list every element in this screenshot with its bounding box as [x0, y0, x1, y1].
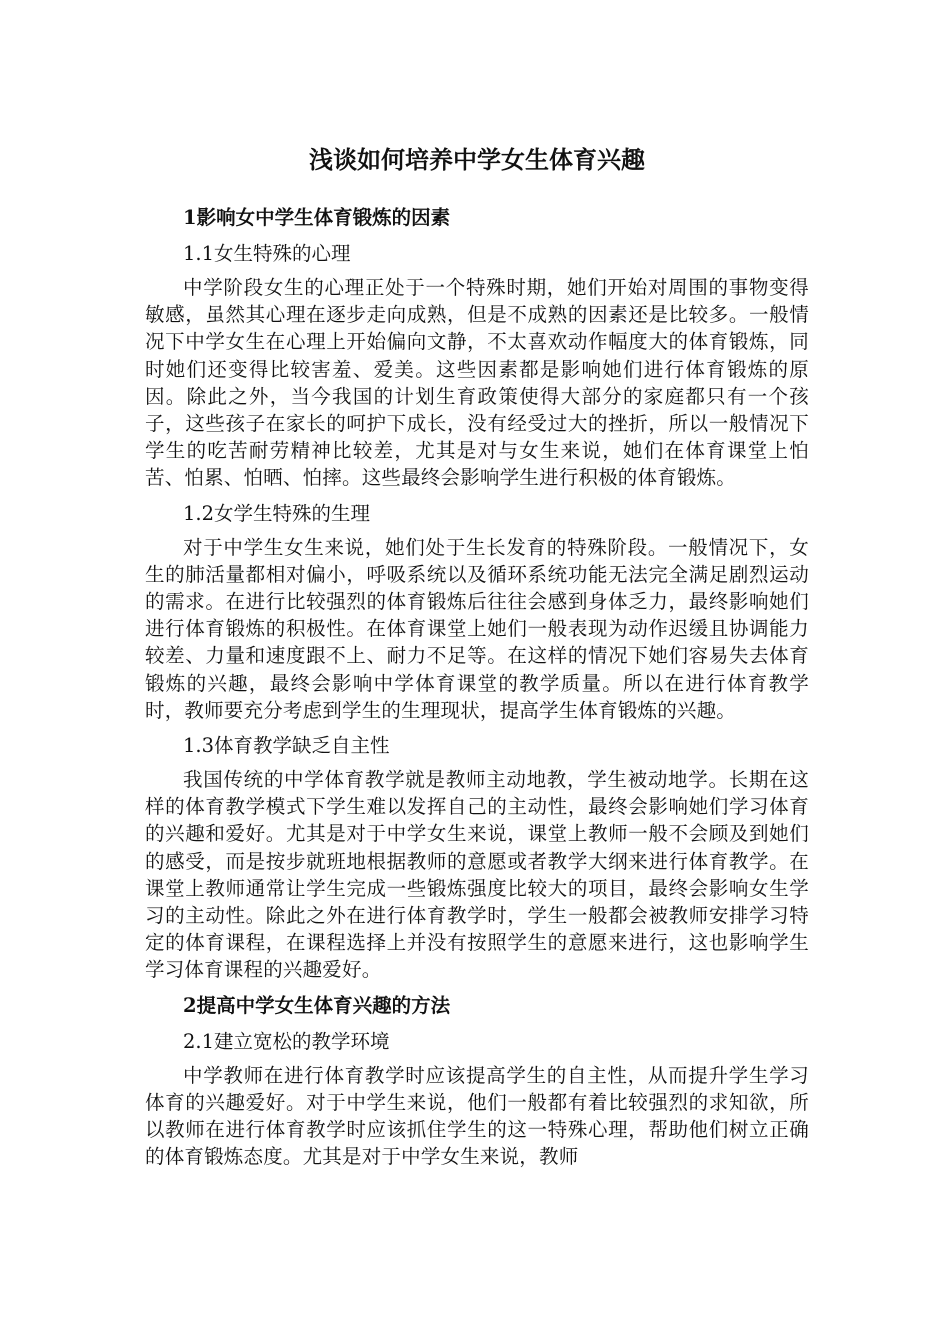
body-paragraph: 中学教师在进行体育教学时应该提高学生的自主性，从而提升学生学习体育的兴趣爱好。对于中学生来说，他们一般都有着比较强烈的求知欲，所以教师在进行体育教学时应该抓住学生的这一特殊心理，帮助他们树立正确的体育锻炼态度。尤其是对于中学女生来说，教师 — [145, 1063, 809, 1169]
section-heading: 2提高中学女生体育兴趣的方法 — [183, 993, 451, 1017]
document-title: 浅谈如何培养中学女生体育兴趣 — [309, 145, 645, 174]
document-page — [145, 140, 809, 1176]
body-paragraph: 对于中学生女生来说，她们处于生长发育的特殊阶段。一般情况下，女生的肺活量都相对偏小，呼吸系统以及循环系统功能无法完全满足剧烈运动的需求。在进行比较强烈的体育锻炼后往往会感到身体乏力，最终影响她们进行体育锻炼的积极性。在体育课堂上她们一般表现为动作迟缓且协调能力较差、力量和速度跟不上、耐力不足等。在这样的情况下她们容易失去体育锻炼的兴趣，最终会影响中学体育课堂的教学质量。所以在进行体育教学时，教师要充分考虑到学生的生理现状，提高学生体育锻炼的兴趣。 — [145, 535, 809, 722]
subsection-heading: 1.1女生特殊的心理 — [183, 242, 351, 265]
subsection-heading: 2.1建立宽松的教学环境 — [183, 1029, 390, 1053]
section-heading: 1影响女中学生体育锻炼的因素 — [183, 206, 451, 229]
body-paragraph: 我国传统的中学体育教学就是教师主动地教，学生被动地学。长期在这样的体育教学模式下学生难以发挥自己的主动性，最终会影响她们学习体育的兴趣和爱好。尤其是对于中学女生来说，课堂上教师一般不会顾及到她们的感受，而是按步就班地根据教师的意愿或者教学大纲来进行体育教学。在课堂上教师通常让学生完成一些锻炼强度比较大的项目，最终会影响女生学习的主动性。除此之外在进行体育教学时，学生一般都会被教师安排学习特定的体育课程，在课程选择上并没有按照学生的意愿来进行，这也影响学生学习体育课程的兴趣爱好。 — [145, 768, 809, 982]
subsection-heading: 1.3体育教学缺乏自主性 — [183, 734, 390, 758]
body-paragraph: 中学阶段女生的心理正处于一个特殊时期，她们开始对周围的事物变得敏感，虽然其心理在逐步走向成熟，但是不成熟的因素还是比较多。一般情况下中学女生在心理上开始偏向文静，不太喜欢动作幅度大的体育锻炼，同时她们还变得比较害羞、爱美。这些因素都是影响她们进行体育锻炼的原因。除此之外，当今我国的计划生育政策使得大部分的家庭都只有一个孩子，这些孩子在家长的呵护下成长，没有经受过大的挫折，所以一般情况下学生的吃苦耐劳精神比较差，尤其是对与女生来说，她们在体育课堂上怕苦、怕累、怕晒、怕摔。这些最终会影响学生进行积极的体育锻炼。 — [145, 276, 809, 490]
subsection-heading: 1.2女学生特殊的生理 — [183, 501, 371, 525]
